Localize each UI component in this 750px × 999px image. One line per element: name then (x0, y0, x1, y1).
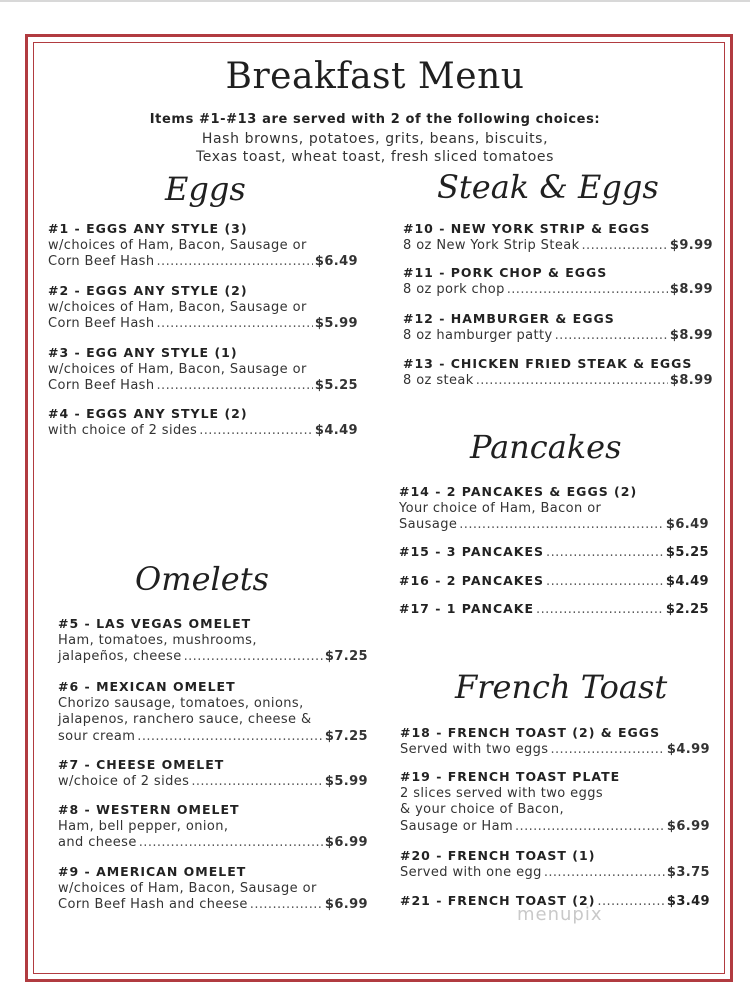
item-name: #17 - 1 PANCAKE (399, 601, 535, 616)
menu-item-3 (48, 345, 358, 395)
section-title-omelets: Omelets (135, 560, 269, 598)
page-title: Breakfast Menu (225, 56, 525, 97)
menu-item-20 (400, 848, 710, 881)
item-price: $5.99 (314, 316, 358, 331)
item-price: $6.99 (324, 897, 368, 912)
intro-line-2: Texas toast, wheat toast, fresh sliced tomatoes (196, 149, 554, 165)
item-price: $5.25 (665, 545, 709, 560)
menu-item-8 (58, 802, 368, 852)
item-name: #1 - EGGS ANY STYLE (3) (48, 221, 248, 236)
item-desc: & your choice of Bacon, (400, 802, 565, 817)
section-title-pancakes: Pancakes (470, 428, 622, 466)
item-desc-last: Sausage (399, 517, 458, 532)
top-divider (0, 0, 750, 2)
item-desc: jalapenos, ranchero sauce, cheese & (58, 712, 312, 727)
intro-heading: Items #1-#13 are served with 2 of the following choices: (149, 112, 601, 127)
intro-line-1: Hash browns, potatoes, grits, beans, biscuits, (201, 131, 549, 147)
item-desc-last: 8 oz pork chop (403, 281, 505, 297)
menu-item-15 (399, 544, 709, 562)
item-price: $2.25 (665, 602, 709, 617)
menu-item-13 (403, 356, 713, 389)
menu-item-17 (399, 601, 709, 619)
menu-item-18 (400, 725, 710, 758)
item-name: #6 - MEXICAN OMELET (58, 679, 236, 694)
item-name: #19 - FRENCH TOAST PLATE (400, 769, 621, 784)
item-desc-last: sour cream (58, 728, 136, 744)
menu-item-12 (403, 311, 713, 344)
item-name: #3 - EGG ANY STYLE (1) (48, 345, 238, 360)
menu-item-10 (403, 221, 713, 254)
item-name: #14 - 2 PANCAKES & EGGS (2) (399, 484, 638, 499)
item-desc-last: and cheese (58, 835, 137, 850)
item-name: #13 - CHICKEN FRIED STEAK & EGGS (403, 356, 693, 371)
item-desc: w/choices of Ham, Bacon, Sausage or (48, 361, 307, 377)
section-title-steak-eggs: Steak & Eggs (437, 168, 659, 206)
item-name: #16 - 2 PANCAKES (399, 573, 545, 588)
item-price: $3.49 (666, 894, 710, 909)
item-desc: Chorizo sausage, tomatoes, onions, (58, 695, 304, 711)
item-price: $4.49 (314, 422, 358, 438)
watermark: menupix (517, 904, 603, 925)
item-desc-last: jalapeños, cheese (58, 649, 182, 664)
item-name: #20 - FRENCH TOAST (1) (400, 848, 596, 863)
item-desc-last: with choice of 2 sides (48, 422, 198, 438)
menu-item-6 (58, 679, 368, 745)
item-desc-last: 8 oz hamburger patty (403, 327, 553, 343)
menu-item-5 (58, 616, 368, 666)
item-name: #10 - NEW YORK STRIP & EGGS (403, 221, 651, 236)
item-name: #5 - LAS VEGAS OMELET (58, 616, 252, 631)
item-desc: Ham, tomatoes, mushrooms, (58, 632, 257, 648)
item-desc: Ham, bell pepper, onion, (58, 818, 229, 834)
item-price: $8.99 (669, 372, 713, 388)
item-price: $6.49 (314, 254, 358, 269)
item-price: $3.75 (666, 864, 710, 880)
item-desc: w/choices of Ham, Bacon, Sausage or (48, 299, 307, 315)
menu-item-1 (48, 221, 358, 271)
item-name: #4 - EGGS ANY STYLE (2) (48, 406, 248, 421)
item-price: $5.99 (324, 773, 368, 789)
item-name: #15 - 3 PANCAKES (399, 544, 545, 559)
item-price: $6.49 (665, 517, 709, 532)
item-name: #18 - FRENCH TOAST (2) & EGGS (400, 725, 661, 740)
item-desc-last: Served with one egg (400, 864, 542, 880)
menu-item-9 (58, 864, 368, 914)
item-price: $7.25 (324, 649, 368, 664)
section-title-french-toast: French Toast (455, 668, 668, 706)
item-name: #8 - WESTERN OMELET (58, 802, 240, 817)
item-price: $5.25 (314, 378, 358, 393)
item-desc-last: Sausage or Ham (400, 818, 514, 834)
item-desc: 2 slices served with two eggs (400, 785, 604, 801)
item-name: #2 - EGGS ANY STYLE (2) (48, 283, 248, 298)
item-price: $8.99 (669, 327, 713, 343)
menu-item-4 (48, 406, 358, 439)
item-desc-last: Served with two eggs (400, 741, 549, 757)
section-title-eggs: Eggs (165, 170, 246, 208)
menu-item-2 (48, 283, 358, 333)
menu-item-19 (400, 769, 710, 835)
item-name: #11 - PORK CHOP & EGGS (403, 265, 608, 280)
item-price: $9.99 (669, 237, 713, 253)
item-price: $6.99 (324, 835, 368, 850)
item-desc-last: Corn Beef Hash (48, 316, 155, 331)
item-name: #7 - CHEESE OMELET (58, 757, 225, 772)
menu-item-7 (58, 757, 368, 790)
item-price: $4.99 (666, 741, 710, 757)
menu-item-14 (399, 484, 709, 534)
item-desc: w/choices of Ham, Bacon, Sausage or (58, 880, 317, 896)
item-desc-last: Corn Beef Hash (48, 254, 155, 269)
item-price: $7.25 (324, 728, 368, 744)
item-desc-last: Corn Beef Hash and cheese (58, 897, 248, 912)
menu-item-16 (399, 573, 709, 591)
item-desc-last: Corn Beef Hash (48, 378, 155, 393)
item-desc-last: 8 oz steak (403, 372, 474, 388)
item-desc-last: w/choice of 2 sides (58, 773, 190, 789)
item-name: #12 - HAMBURGER & EGGS (403, 311, 615, 326)
item-price: $4.49 (665, 574, 709, 589)
menu-item-11 (403, 265, 713, 298)
item-name: #21 - FRENCH TOAST (2) (400, 893, 596, 908)
item-price: $6.99 (666, 818, 710, 834)
item-desc: w/choices of Ham, Bacon, Sausage or (48, 237, 307, 253)
item-desc-last: 8 oz New York Strip Steak (403, 237, 580, 253)
item-price: $8.99 (669, 281, 713, 297)
item-desc: Your choice of Ham, Bacon or (399, 500, 602, 516)
item-name: #9 - AMERICAN OMELET (58, 864, 247, 879)
